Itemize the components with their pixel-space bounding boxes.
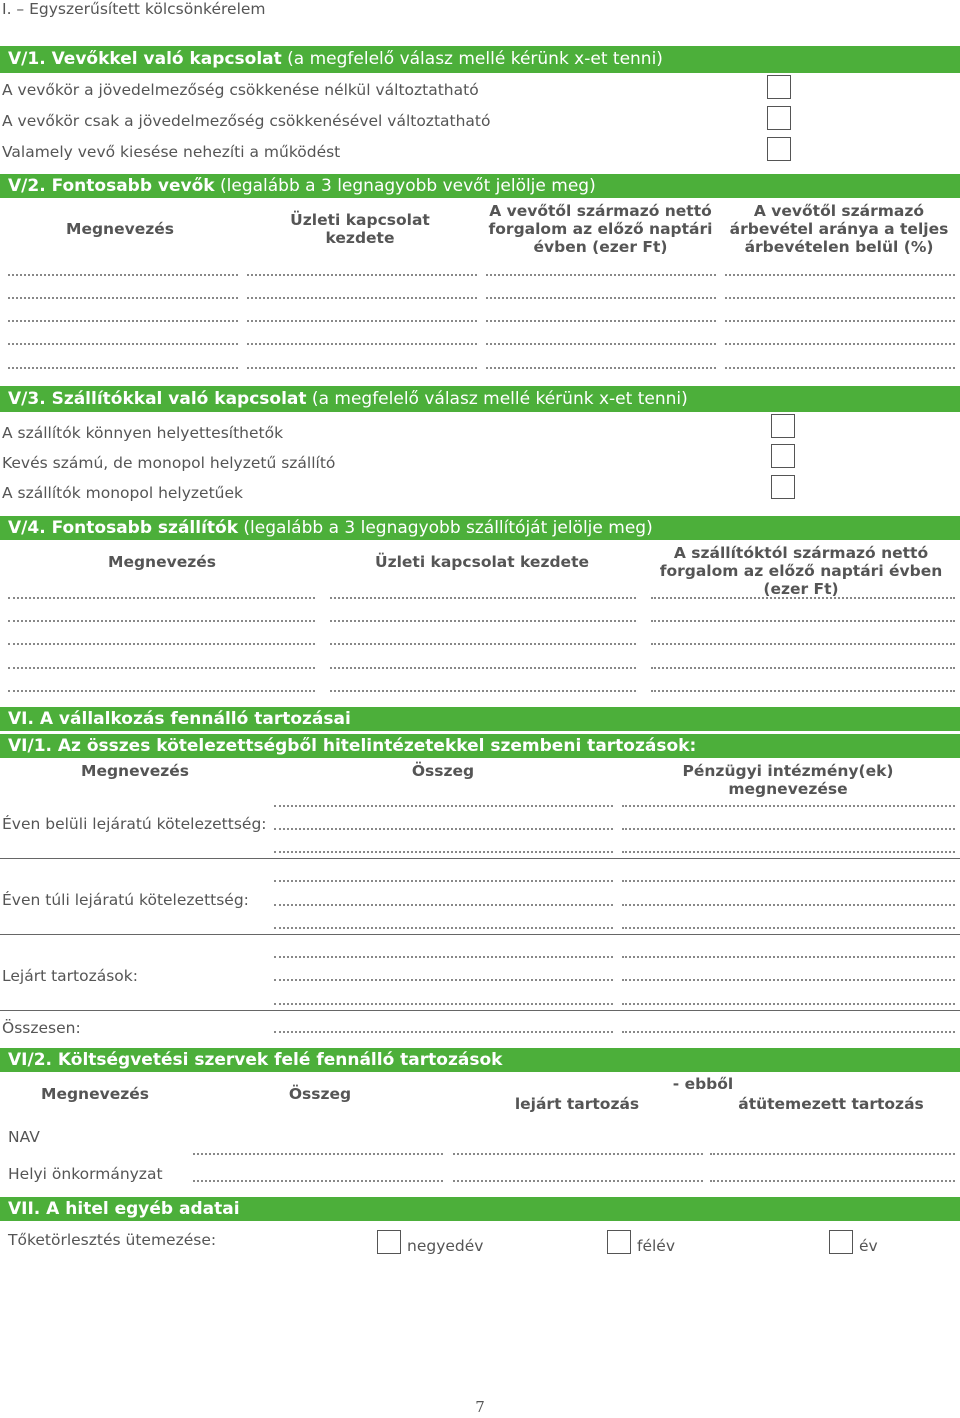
vi2-row-label: Helyi önkormányzat	[8, 1165, 163, 1183]
fill-in-line[interactable]	[486, 343, 716, 345]
vi1-column-header-amount: Összeg	[411, 762, 475, 780]
section-v3-title: V/3. Szállítókkal való kapcsolat	[8, 389, 307, 409]
section-v2-header	[0, 174, 960, 198]
fill-in-line[interactable]	[622, 851, 955, 853]
fill-in-line[interactable]	[622, 1003, 955, 1005]
fill-in-line[interactable]	[8, 667, 315, 669]
v2-column-header-ratio: A vevőtől származó árbevétel aránya a teljes árbevételen belül (%)	[729, 202, 949, 256]
fill-in-line[interactable]	[8, 643, 315, 645]
vii-halfyear-label: félév	[637, 1237, 676, 1255]
fill-in-line[interactable]	[651, 643, 955, 645]
fill-in-line[interactable]	[622, 904, 955, 906]
fill-in-line[interactable]	[330, 597, 636, 599]
vi1-row-label: Éven belüli lejáratú kötelezettség:	[2, 815, 267, 833]
fill-in-line[interactable]	[247, 297, 477, 299]
vi2-ebbol-label: - ebből	[672, 1075, 734, 1093]
fill-in-line[interactable]	[274, 880, 613, 882]
fill-in-line[interactable]	[8, 367, 238, 369]
page-number: 7	[475, 1398, 485, 1416]
vi1-row-label: Éven túli lejáratú kötelezettség:	[2, 891, 249, 909]
fill-in-line[interactable]	[622, 1031, 955, 1033]
section-v1-header	[0, 46, 960, 73]
fill-in-line[interactable]	[247, 367, 477, 369]
vii-quarter-checkbox[interactable]	[377, 1230, 401, 1254]
v4-column-header-start: Üzleti kapcsolat kezdete	[374, 553, 589, 571]
fill-in-line[interactable]	[622, 927, 955, 929]
fill-in-line[interactable]	[8, 343, 238, 345]
fill-in-line[interactable]	[330, 667, 636, 669]
vi1-column-header-institution: Pénzügyi intézmény(ek) megnevezése	[682, 762, 894, 798]
fill-in-line[interactable]	[622, 828, 955, 830]
vi1-row-label: Összesen:	[2, 1019, 81, 1037]
section-vi-header: VI. A vállalkozás fennálló tartozásai	[0, 707, 960, 731]
v2-column-header-turnover: A vevőtől származó nettó forgalom az előző naptári évben (ezer Ft)	[488, 202, 713, 256]
fill-in-line[interactable]	[486, 297, 716, 299]
vi1-column-header-name: Megnevezés	[81, 762, 189, 780]
fill-in-line[interactable]	[453, 1180, 703, 1182]
fill-in-line[interactable]	[274, 828, 613, 830]
v3-option-3-checkbox[interactable]	[771, 475, 795, 499]
vi2-column-header-rescheduled: átütemezett tartozás	[738, 1095, 924, 1113]
fill-in-line[interactable]	[8, 620, 315, 622]
fill-in-line[interactable]	[330, 690, 636, 692]
fill-in-line[interactable]	[193, 1153, 443, 1155]
fill-in-line[interactable]	[725, 274, 955, 276]
section-vii-header: VII. A hitel egyéb adatai	[0, 1197, 960, 1221]
vi2-column-header-amount: Összeg	[288, 1085, 352, 1103]
vi1-row-divider	[0, 934, 960, 935]
vii-schedule-label: Tőketörlesztés ütemezése:	[8, 1231, 217, 1249]
vii-year-checkbox[interactable]	[829, 1230, 853, 1254]
fill-in-line[interactable]	[622, 956, 955, 958]
v1-option-label: Valamely vevő kiesése nehezíti a működést	[2, 143, 341, 161]
fill-in-line[interactable]	[8, 597, 315, 599]
v4-column-header-turnover: A szállítóktól származó nettó forgalom az előző naptári évben (ezer Ft)	[659, 544, 943, 598]
fill-in-line[interactable]	[330, 643, 636, 645]
fill-in-line[interactable]	[725, 367, 955, 369]
section-v2-note: (legalább a 3 legnagyobb vevőt jelölje meg)	[214, 176, 596, 196]
fill-in-line[interactable]	[247, 343, 477, 345]
fill-in-line[interactable]	[651, 597, 955, 599]
v3-option-label: A szállítók monopol helyzetűek	[2, 484, 243, 502]
fill-in-line[interactable]	[193, 1180, 443, 1182]
fill-in-line[interactable]	[651, 620, 955, 622]
section-v4-note: (legalább a 3 legnagyobb szállítóját jelölje meg)	[238, 518, 653, 538]
fill-in-line[interactable]	[486, 320, 716, 322]
fill-in-line[interactable]	[710, 1180, 955, 1182]
section-v2-title: V/2. Fontosabb vevők	[8, 176, 215, 196]
fill-in-line[interactable]	[274, 979, 613, 981]
v2-column-header-start: Üzleti kapcsolat kezdete	[290, 211, 430, 247]
vii-quarter-label: negyedév	[407, 1237, 484, 1255]
fill-in-line[interactable]	[725, 343, 955, 345]
section-v3-note: (a megfelelő válasz mellé kérünk x-et tenni)	[306, 389, 688, 409]
vi2-row-label: NAV	[8, 1128, 40, 1146]
section-v1-title: V/1. Vevőkkel való kapcsolat	[8, 49, 282, 69]
v1-option-1-checkbox[interactable]	[767, 75, 791, 99]
v3-option-2-checkbox[interactable]	[771, 444, 795, 468]
v4-column-header-name: Megnevezés	[108, 553, 216, 571]
v2-column-header-name: Megnevezés	[66, 220, 174, 238]
fill-in-line[interactable]	[274, 956, 613, 958]
v3-option-label: Kevés számú, de monopol helyzetű szállító	[2, 454, 336, 472]
fill-in-line[interactable]	[486, 367, 716, 369]
fill-in-line[interactable]	[274, 1003, 613, 1005]
v3-option-label: A szállítók könnyen helyettesíthetők	[2, 424, 284, 442]
vi2-column-header-name: Megnevezés	[41, 1085, 149, 1103]
v1-option-label: A vevőkör a jövedelmezőség csökkenése nélkül változtatható	[2, 81, 479, 99]
fill-in-line[interactable]	[274, 1031, 613, 1033]
document-header: I. – Egyszerűsített kölcsönkérelem	[2, 0, 266, 18]
section-vi2-header: VI/2. Költségvetési szervek felé fennálló tartozások	[0, 1048, 960, 1072]
fill-in-line[interactable]	[274, 851, 613, 853]
vii-year-label: év	[859, 1237, 878, 1255]
fill-in-line[interactable]	[8, 320, 238, 322]
section-v3-header	[0, 386, 960, 412]
fill-in-line[interactable]	[651, 690, 955, 692]
fill-in-line[interactable]	[247, 320, 477, 322]
v3-option-1-checkbox[interactable]	[771, 414, 795, 438]
fill-in-line[interactable]	[274, 805, 613, 807]
v1-option-label: A vevőkör csak a jövedelmezőség csökkenésével változtatható	[2, 112, 491, 130]
v1-option-2-checkbox[interactable]	[767, 106, 791, 130]
fill-in-line[interactable]	[725, 320, 955, 322]
fill-in-line[interactable]	[710, 1153, 955, 1155]
vi1-row-divider	[0, 858, 960, 859]
vi1-row-divider	[0, 1010, 960, 1011]
fill-in-line[interactable]	[8, 274, 238, 276]
fill-in-line[interactable]	[330, 620, 636, 622]
v1-option-3-checkbox[interactable]	[767, 137, 791, 161]
fill-in-line[interactable]	[622, 805, 955, 807]
fill-in-line[interactable]	[622, 979, 955, 981]
fill-in-line[interactable]	[651, 667, 955, 669]
vi1-row-label: Lejárt tartozások:	[2, 967, 138, 985]
section-v4-title: V/4. Fontosabb szállítók	[8, 518, 239, 538]
vii-halfyear-checkbox[interactable]	[607, 1230, 631, 1254]
section-v4-header	[0, 516, 960, 540]
fill-in-line[interactable]	[274, 904, 613, 906]
fill-in-line[interactable]	[274, 927, 613, 929]
section-v1-note: (a megfelelő válasz mellé kérünk x-et tenni)	[281, 49, 663, 69]
fill-in-line[interactable]	[486, 274, 716, 276]
fill-in-line[interactable]	[622, 880, 955, 882]
fill-in-line[interactable]	[247, 274, 477, 276]
fill-in-line[interactable]	[8, 297, 238, 299]
vi2-column-header-overdue: lejárt tartozás	[514, 1095, 640, 1113]
fill-in-line[interactable]	[453, 1153, 703, 1155]
fill-in-line[interactable]	[8, 690, 315, 692]
fill-in-line[interactable]	[725, 297, 955, 299]
section-vi1-header: VI/1. Az összes kötelezettségből hitelintézetekkel szembeni tartozások:	[0, 734, 960, 758]
